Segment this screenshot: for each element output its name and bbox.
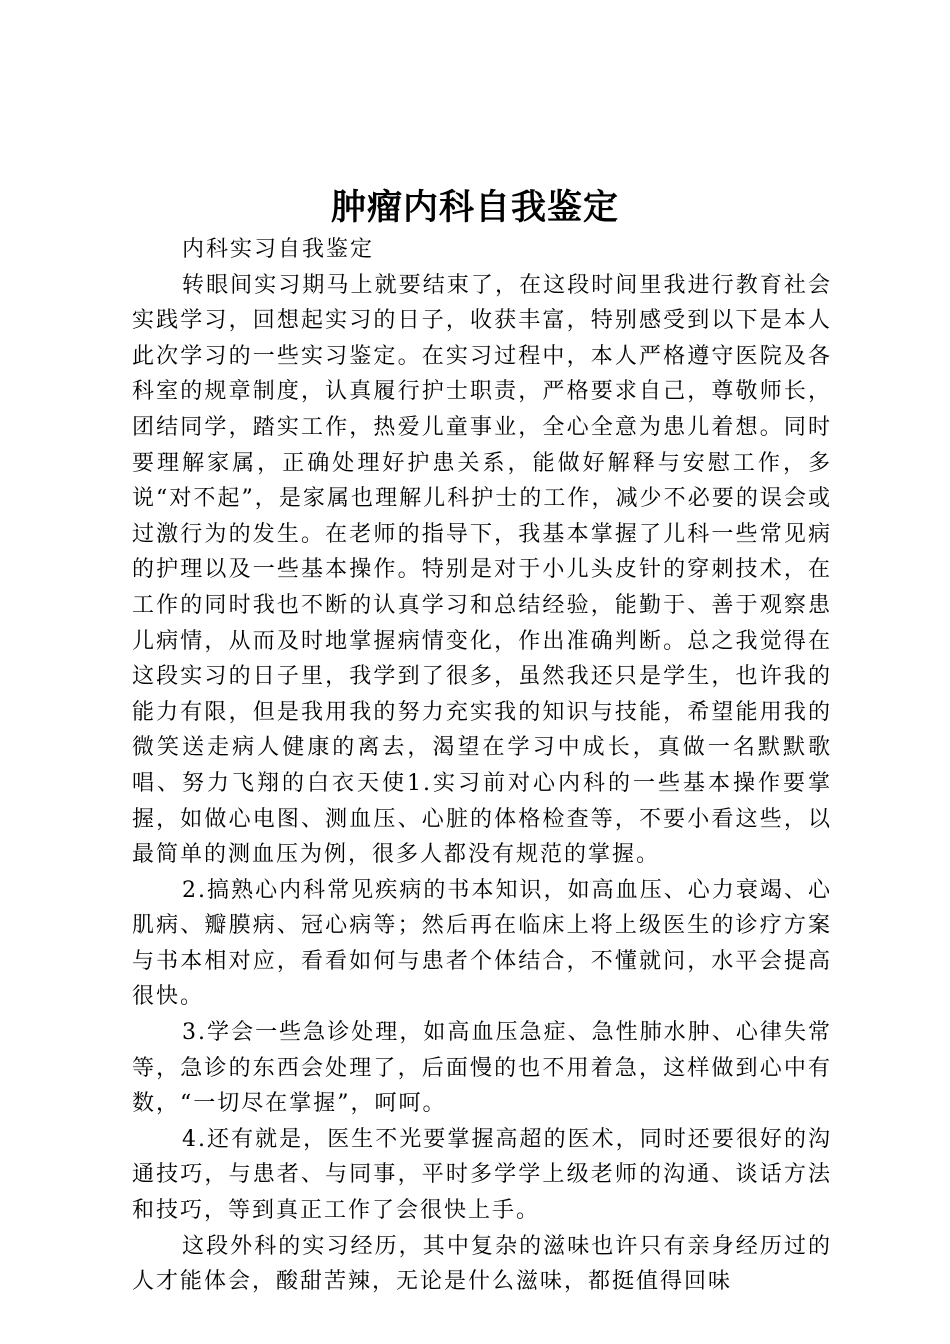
body-paragraph: 2.搞熟心内科常见疾病的书本知识，如高血压、心力衰竭、心肌病、瓣膜病、冠心病等；然后再在临床上将上级医生的诊疗方案与书本相对应，看看如何与患者个体结合，不懂就问，水平会提高很快。 (132, 877, 832, 1010)
body-paragraph: 这段外科的实习经历，其中复杂的滋味也许只有亲身经历过的人才能体会，酸甜苦辣，无论是什么滋味，都挺值得回味 (132, 1233, 832, 1295)
subtitle-paragraph: 内科实习自我鉴定 (182, 237, 375, 262)
body-paragraph: 转眼间实习期马上就要结束了，在这段时间里我进行教育社会实践学习，回想起实习的日子，收获丰富，特别感受到以下是本人此次学习的一些实习鉴定。在实习过程中，本人严格遵守医院及各科室的规章制度，认真履行护士职责，严格要求自己，尊敬师长，团结同学，踏实工作，热爱儿童事业，全心全意为患儿着想。同时要理解家属，正确处理好护患关系，能做好解释与安慰工作，多说“对不起”，是家属也理解儿科护士的工作，减少不必要的误会或过激行为的发生。在老师的指导下，我基本掌握了儿科一些常见病的护理以及一些基本操作。特别是对于小儿头皮针的穿刺技术，在工作的同时我也不断的认真学习和总结经验，能勤于、善于观察患儿病情，从而及时地掌握病情变化，作出准确判断。总之我觉得在这段实习的日子里，我学到了很多，虽然我还只是学生，也许我的能力有限，但是我用我的努力充实我的知识与技能，希望能用我的微笑送走病人健康的离去，渴望在学习中成长，真做一名默默歌唱、努力飞翔的白衣天使1.实习前对心内科的一些基本操作要掌握，如做心电图、测血压、心脏的体格检查等，不要小看这些，以最简单的测血压为例，很多人都没有规范的掌握。 (132, 272, 832, 868)
body-paragraph: 4.还有就是，医生不光要掌握高超的医术，同时还要很好的沟通技巧，与患者、与同事，平时多学学上级老师的沟通、谈话方法和技巧，等到真正工作了会很快上手。 (132, 1126, 832, 1224)
document-title: 肿瘤内科自我鉴定 (330, 188, 619, 228)
document-body (132, 232, 832, 1300)
body-paragraph: 3.学会一些急诊处理，如高血压急症、急性肺水肿、心律失常等，急诊的东西会处理了，后面慢的也不用着急，这样做到心中有数，“一切尽在掌握”，呵呵。 (132, 1020, 832, 1117)
